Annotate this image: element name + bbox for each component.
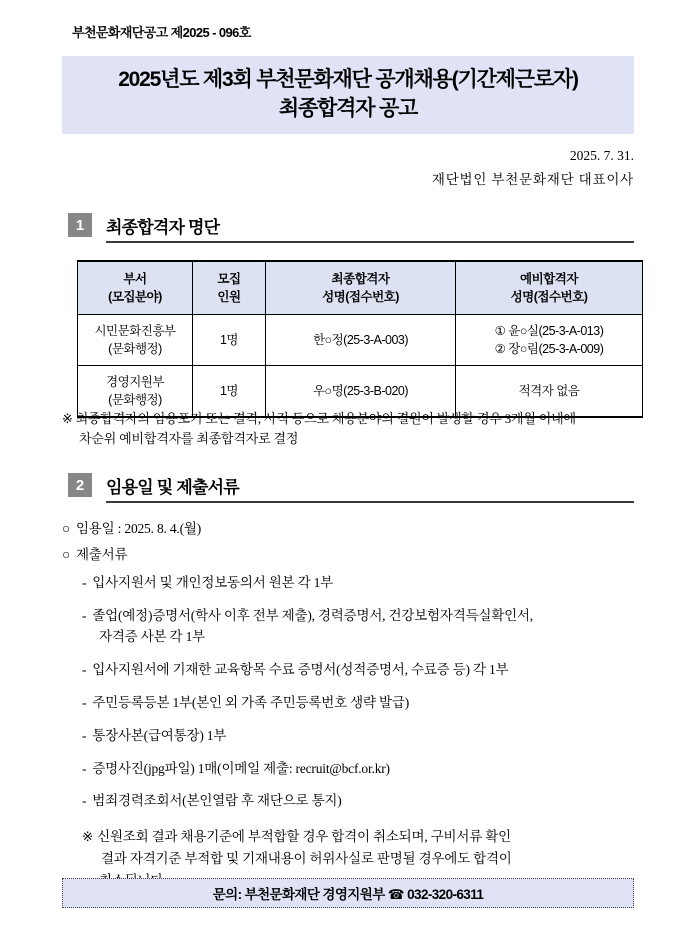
documents-heading-item	[62, 548, 640, 562]
warning-line-2: 결과 자격기준 부적합 및 기재내용이 허위사실로 판명될 경우에도 합격이	[101, 851, 512, 867]
issue-block	[432, 148, 634, 188]
contact-footer: 문의: 부천문화재단 경영지원부 ☎ 032-320-6311	[62, 878, 634, 908]
dash-bullet-icon: -	[82, 661, 87, 677]
list-item-text-cont: 자격증 사본 각 1부	[99, 628, 205, 644]
title-line-1: 2025년도 제3회 부천문화재단 공개채용(기간제근로자)	[118, 68, 578, 92]
col-header-reserve	[456, 261, 643, 315]
document-number: 부천문화재단공고 제2025 - 096호	[72, 25, 251, 40]
final-list-table	[77, 260, 643, 418]
col-header-reserve-line1: 예비합격자	[520, 271, 578, 286]
section-1-title: 최종합격자 명단	[106, 218, 220, 237]
list-item-text: 입사지원서에 기재한 교육항목 수료 증명서(성적증명서, 수료증 등) 각 1부	[92, 661, 509, 677]
final-list-table-wrap	[68, 260, 634, 418]
appointment-date-item	[62, 522, 640, 536]
col-header-final-line2: 성명(접수번호)	[322, 290, 399, 304]
cell-dept-line1: 경영지원부	[106, 374, 164, 389]
cell-dept-line2: (문화행정)	[108, 393, 162, 407]
table-row	[78, 315, 643, 366]
dash-bullet-icon: -	[82, 575, 87, 590]
list-item	[82, 693, 640, 714]
col-header-count-line1: 모집	[217, 271, 241, 286]
list-item-text: 입사지원서 및 개인정보동의서 원본 각 1부	[92, 575, 334, 590]
col-header-reserve-line2: 성명(접수번호)	[510, 290, 588, 304]
list-item-text: 증명사진(jpg파일) 1매(이메일 제출: recruit@bcf.or.kr)	[92, 760, 390, 776]
section-1-number: 1	[68, 213, 92, 237]
list-item-text: 주민등록등본 1부(본인 외 가족 주민등록번호 생략 발급)	[92, 694, 409, 710]
section-2-rule	[106, 501, 634, 503]
section-2-title: 임용일 및 제출서류	[106, 478, 239, 497]
col-header-count-line2: 인원	[217, 290, 241, 304]
col-header-dept-line2: (모집분야)	[108, 290, 162, 304]
appointment-body	[62, 522, 640, 892]
note-marker: ※	[62, 411, 73, 426]
list-item-text: 범죄경력조회서(본인열람 후 재단으로 통지)	[92, 793, 342, 809]
cell-dept-line2: (문화행정)	[108, 342, 162, 356]
circle-bullet-icon: ○	[62, 521, 70, 536]
dash-bullet-icon: -	[82, 793, 87, 809]
documents-label: 제출서류	[75, 546, 128, 562]
list-item	[82, 660, 640, 681]
note-line-1: 최종합격자의 임용포기 또는 결격, 사직 등으로 채용분야의 결원이 발생할 경우 3개월 이내에	[75, 411, 576, 426]
dash-bullet-icon: -	[82, 727, 87, 743]
cell-reserve	[456, 315, 643, 366]
issuer-name: 재단법인 부천문화재단 대표이사	[431, 172, 634, 187]
dash-bullet-icon: -	[82, 607, 87, 623]
col-header-dept	[78, 261, 193, 315]
table-body	[78, 315, 643, 418]
section-2-head	[68, 470, 634, 500]
dash-bullet-icon: -	[82, 760, 87, 776]
col-header-final	[266, 261, 456, 315]
section-final-list	[68, 210, 634, 243]
table-head	[78, 261, 643, 315]
list-item	[82, 791, 640, 812]
col-header-final-line1: 최종합격자	[331, 271, 390, 286]
section-2-number: 2	[68, 473, 92, 497]
note-line-2: 차순위 예비합격자를 최종합격자로 결정	[79, 431, 299, 447]
list-item	[82, 606, 640, 648]
appointment-date-label: 임용일 : 2025. 8. 4.(월)	[75, 521, 201, 536]
section-1-rule	[106, 241, 634, 243]
cell-count: 1명	[193, 315, 266, 366]
cell-count: 1명	[193, 366, 266, 418]
list-item-text: 통장사본(급여통장) 1부	[92, 727, 227, 743]
section-appointment	[68, 470, 634, 503]
cell-dept	[78, 315, 193, 366]
dash-bullet-icon: -	[82, 694, 87, 710]
circle-bullet-icon: ○	[62, 546, 70, 562]
cell-reserve-line2: ② 장○림(25-3-A-009)	[494, 342, 604, 356]
list-item	[82, 573, 640, 594]
table-note	[62, 409, 640, 449]
list-item	[82, 726, 640, 747]
warning-line-1: 신원조회 결과 채용기준에 부적합할 경우 합격이 취소되며, 구비서류 확인	[97, 829, 511, 845]
list-item	[82, 759, 640, 780]
section-1-head	[68, 210, 634, 240]
issue-date: 2025. 7. 31.	[569, 148, 634, 163]
warning-marker: ※	[82, 829, 94, 845]
table-header-row	[78, 261, 643, 315]
cell-final: 우○명(25-3-B-020)	[266, 366, 456, 418]
cell-final: 한○정(25-3-A-003)	[266, 315, 456, 366]
title-banner	[62, 56, 634, 134]
cell-reserve-line1: ① 윤○실(25-3-A-013)	[494, 323, 604, 338]
col-header-count	[193, 261, 266, 315]
title-line-2: 최종합격자 공고	[278, 97, 418, 120]
list-item-text: 졸업(예정)증명서(학사 이후 전부 제출), 경력증명서, 건강보험자격득실확인서,	[92, 607, 533, 623]
cell-dept-line1: 시민문화진흥부	[94, 323, 176, 338]
col-header-dept-line1: 부서	[123, 271, 147, 286]
cell-reserve: 적격자 없음	[456, 366, 643, 418]
